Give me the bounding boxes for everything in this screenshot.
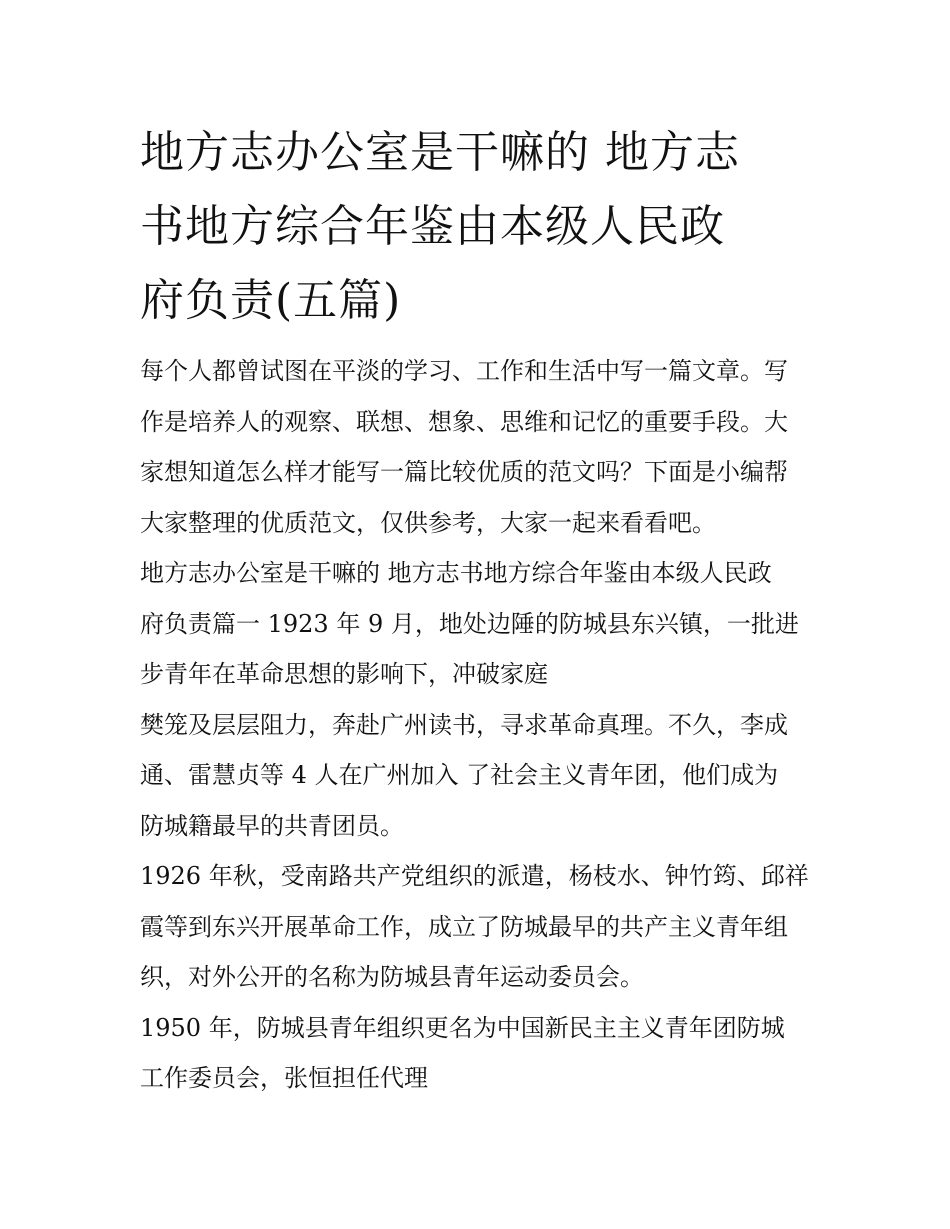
paragraph-line: 大家整理的优质范文，仅供参考，大家一起来看看吧。 (140, 508, 716, 537)
paragraph-1950 (140, 1003, 820, 1104)
paragraph-line: 霞等到东兴开展革命工作，成立了防城最早的共产主义青年组 (140, 912, 788, 941)
title-line-2: 书地方综合年鉴由本级人民政 (140, 201, 725, 252)
paragraph-1926 (140, 851, 820, 1003)
paragraph-line: 作是培养人的观察、联想、想象、思维和记忆的重要手段。大 (140, 407, 788, 436)
paragraph-section-one (140, 548, 820, 700)
paragraph-line: 通、雷慧贞等 4 人在广州加入 了社会主义青年团，他们成为 (140, 761, 779, 789)
paragraph-line: 步青年在革命思想的影响下，冲破家庭 (140, 660, 548, 688)
title-line-3: 府负责(五篇) (140, 275, 402, 326)
paragraph-line: 府负责篇一 1923 年 9 月，地处边陲的防城县东兴镇，一批进 (140, 609, 799, 638)
intro-paragraph (140, 346, 820, 548)
paragraph-line: 家想知道怎么样才能写一篇比较优质的范文吗？下面是小编帮 (140, 458, 788, 486)
paragraph-line: 织，对外公开的名称为防城县青年运动委员会。 (140, 963, 644, 991)
paragraph-line: 工作委员会，张恒担任代理 (140, 1064, 428, 1092)
title-line-1: 地方志办公室是干嘛的 地方志 (140, 127, 740, 178)
paragraph-line: 1950 年，防城县青年组织更名为中国新民主主义青年团防城 (140, 1013, 785, 1042)
paragraph-line: 樊笼及层层阻力，奔赴广州读书，寻求革命真理。不久，李成 (140, 710, 788, 739)
paragraph-line: 1926 年秋，受南路共产党组织的派遣，杨枝水、钟竹筠、邱祥 (140, 862, 809, 890)
document-content (140, 116, 820, 1104)
document-title (140, 116, 820, 338)
paragraph-line: 地方志办公室是干嘛的 地方志书地方综合年鉴由本级人民政 (140, 559, 772, 587)
paragraph-line: 防城籍最早的共青团员。 (140, 811, 404, 840)
paragraph-line: 每个人都曾试图在平淡的学习、工作和生活中写一篇文章。写 (140, 357, 788, 385)
paragraph-1923 (140, 700, 820, 852)
